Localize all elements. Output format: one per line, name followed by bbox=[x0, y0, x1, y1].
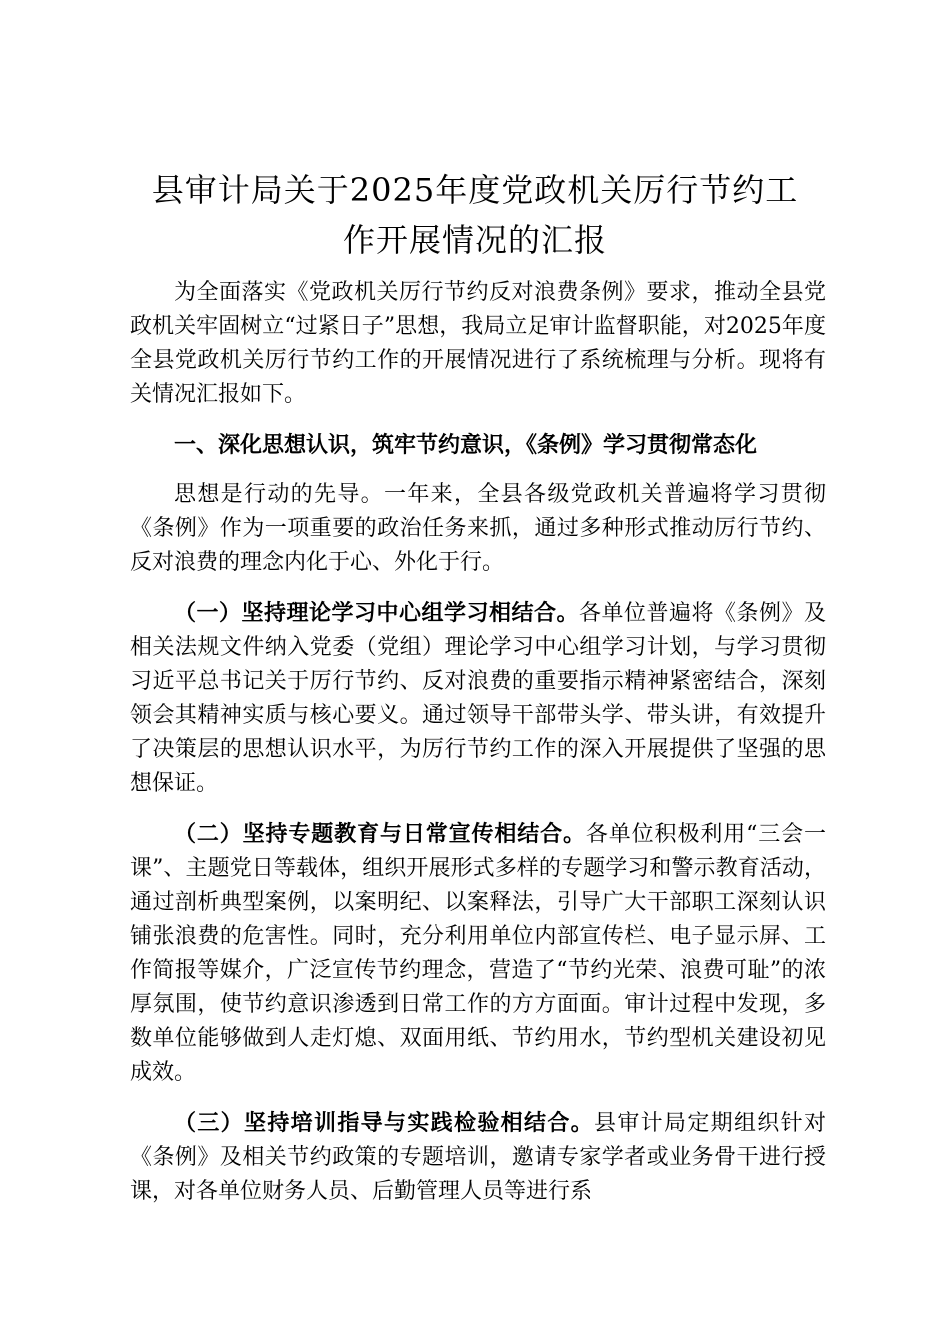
intro-paragraph: 为全面落实《党政机关厉行节约反对浪费条例》要求，推动全县党政机关牢固树立“过紧日子”思想，我局立足审计监督职能，对2025年度全县党政机关厉行节约工作的开展情况进行了系统梳理与分析。现将有关情况汇报如下。 bbox=[130, 280, 826, 407]
document-body bbox=[130, 276, 826, 1225]
item-3-lead: （三）坚持培训指导与实践检验相结合。 bbox=[174, 1110, 594, 1136]
section-1-heading: 一、深化思想认识，筑牢节约意识，《条例》学习贯彻常态化 bbox=[174, 432, 758, 458]
item-1-paragraph bbox=[130, 596, 826, 801]
item-3-paragraph bbox=[130, 1106, 826, 1209]
item-2-lead: （二）坚持专题教育与日常宣传相结合。 bbox=[174, 821, 586, 847]
document-title bbox=[100, 165, 850, 265]
title-line-1: 县审计局关于2025年度党政机关厉行节约工 bbox=[151, 171, 799, 209]
item-3-text: 县审计局定期组织针对《条例》及相关节约政策的专题培训，邀请专家学者或业务骨干进行授课，对各单位财务人员、后勤管理人员等进行系 bbox=[130, 1111, 826, 1204]
item-1-text: 各单位普遍将《条例》及相关法规文件纳入党委（党组）理论学习中心组学习计划，与学习贯彻习近平总书记关于厉行节约、反对浪费的重要指示精神紧密结合，深刻领会其精神实质与核心要义。通过领导干部带头学、带头讲，有效提升了决策层的思想认识水平，为厉行节约工作的深入开展提供了坚强的思想保证。 bbox=[130, 601, 826, 796]
title-line-2: 作开展情况的汇报 bbox=[342, 221, 607, 259]
section-1-intro-paragraph: 思想是行动的先导。一年来，全县各级党政机关普遍将学习贯彻《条例》作为一项重要的政治任务来抓，通过多种形式推动厉行节约、反对浪费的理念内化于心、外化于行。 bbox=[130, 482, 826, 575]
item-2-paragraph bbox=[130, 817, 826, 1090]
item-1-lead: （一）坚持理论学习中心组学习相结合。 bbox=[174, 600, 579, 626]
item-2-text: 各单位积极利用“三会一课”、主题党日等载体，组织开展形式多样的专题学习和警示教育活动，通过剖析典型案例，以案明纪、以案释法，引导广大干部职工深刻认识铺张浪费的危害性。同时，充分利用单位内部宣传栏、电子显示屏、工作简报等媒介，广泛宣传节约理念，营造了“节约光荣、浪费可耻”的浓厚氛围，使节约意识渗透到日常工作的方方面面。审计过程中发现，多数单位能够做到人走灯熄、双面用纸、节约用水，节约型机关建设初见成效。 bbox=[130, 822, 826, 1085]
